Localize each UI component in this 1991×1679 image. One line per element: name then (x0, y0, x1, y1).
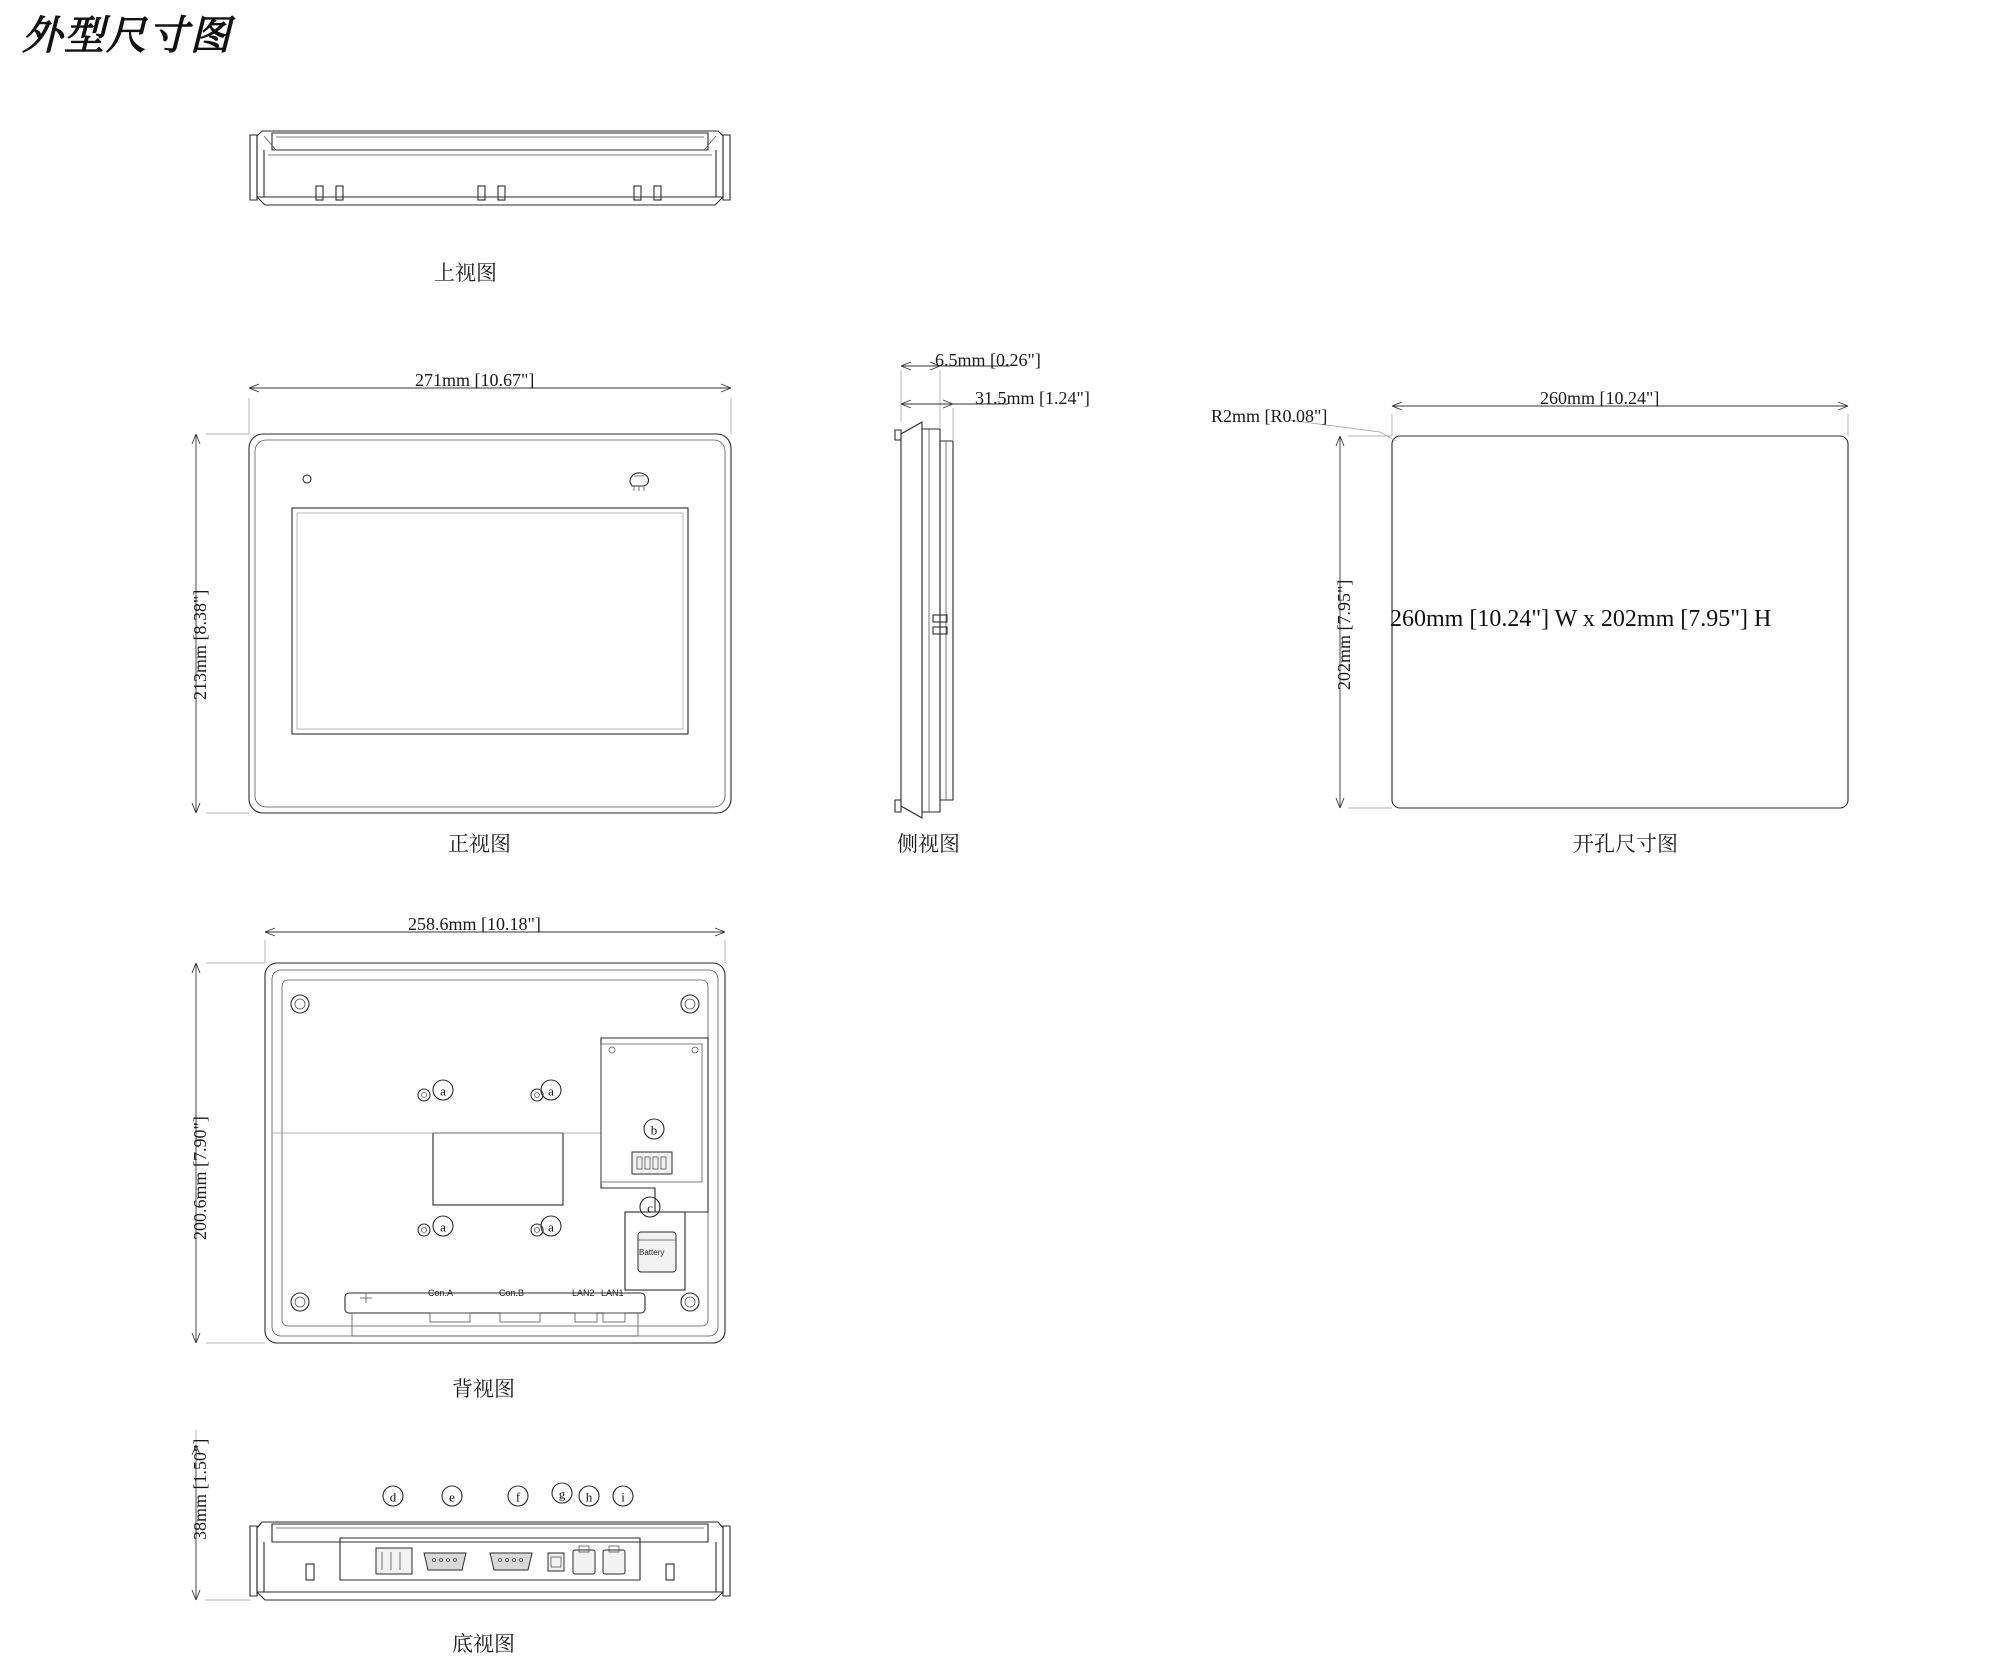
svg-text:b: b (650, 1122, 658, 1138)
caption-top-view: 上视图 (434, 262, 497, 285)
port-label-lan1: LAN1 (601, 1288, 624, 1298)
svg-text:a: a (548, 1083, 554, 1099)
svg-text:a: a (548, 1219, 554, 1235)
back-view-drawing (192, 928, 725, 1343)
side-view-drawing (895, 362, 1010, 818)
caption-back-view: 背视图 (452, 1378, 515, 1401)
dim-cutout-height: 202mm [7.95"] (1334, 579, 1354, 690)
dim-side-depth-1: 6.5mm [0.26"] (935, 350, 1041, 370)
cutout-view-drawing (1288, 402, 1848, 808)
dim-front-height: 213mm [8.38"] (190, 589, 210, 700)
page-title: 外型尺寸图 (22, 14, 232, 58)
note-cutout-radius: R2mm [R0.08"] (1211, 406, 1328, 426)
caption-front-view: 正视图 (448, 833, 511, 856)
cutout-center-text: 260mm [10.24"] W x 202mm [7.95"] H (1390, 606, 1772, 632)
top-view-drawing (250, 131, 730, 205)
svg-text:a: a (440, 1083, 446, 1099)
dim-side-depth-2: 31.5mm [1.24"] (975, 388, 1090, 408)
dim-front-width: 271mm [10.67"] (415, 370, 535, 390)
svg-text:e: e (449, 1489, 455, 1505)
svg-text:a: a (440, 1219, 446, 1235)
dim-back-width: 258.6mm [10.18"] (408, 914, 541, 934)
svg-text:f: f (515, 1489, 521, 1505)
caption-side-view: 侧视图 (897, 833, 960, 856)
svg-text:d: d (389, 1489, 397, 1505)
caption-bottom-view: 底视图 (452, 1633, 515, 1656)
svg-text:g: g (558, 1486, 566, 1502)
svg-text:c: c (647, 1200, 653, 1216)
svg-text:i: i (621, 1489, 625, 1505)
port-label-con-a: Con.A (428, 1288, 454, 1298)
bottom-view-drawing (192, 1430, 730, 1600)
front-view-drawing (192, 384, 731, 813)
port-label-con-b: Con.B (499, 1288, 525, 1298)
dim-cutout-width: 260mm [10.24"] (1540, 388, 1660, 408)
dim-bottom-height: 38mm [1.50"] (190, 1438, 210, 1540)
battery-label: Battery (639, 1248, 665, 1257)
caption-cutout-view: 开孔尺寸图 (1573, 833, 1678, 856)
svg-text:h: h (585, 1489, 593, 1505)
port-label-lan2: LAN2 (572, 1288, 595, 1298)
dim-back-height: 200.6mm [7.90"] (190, 1116, 210, 1240)
